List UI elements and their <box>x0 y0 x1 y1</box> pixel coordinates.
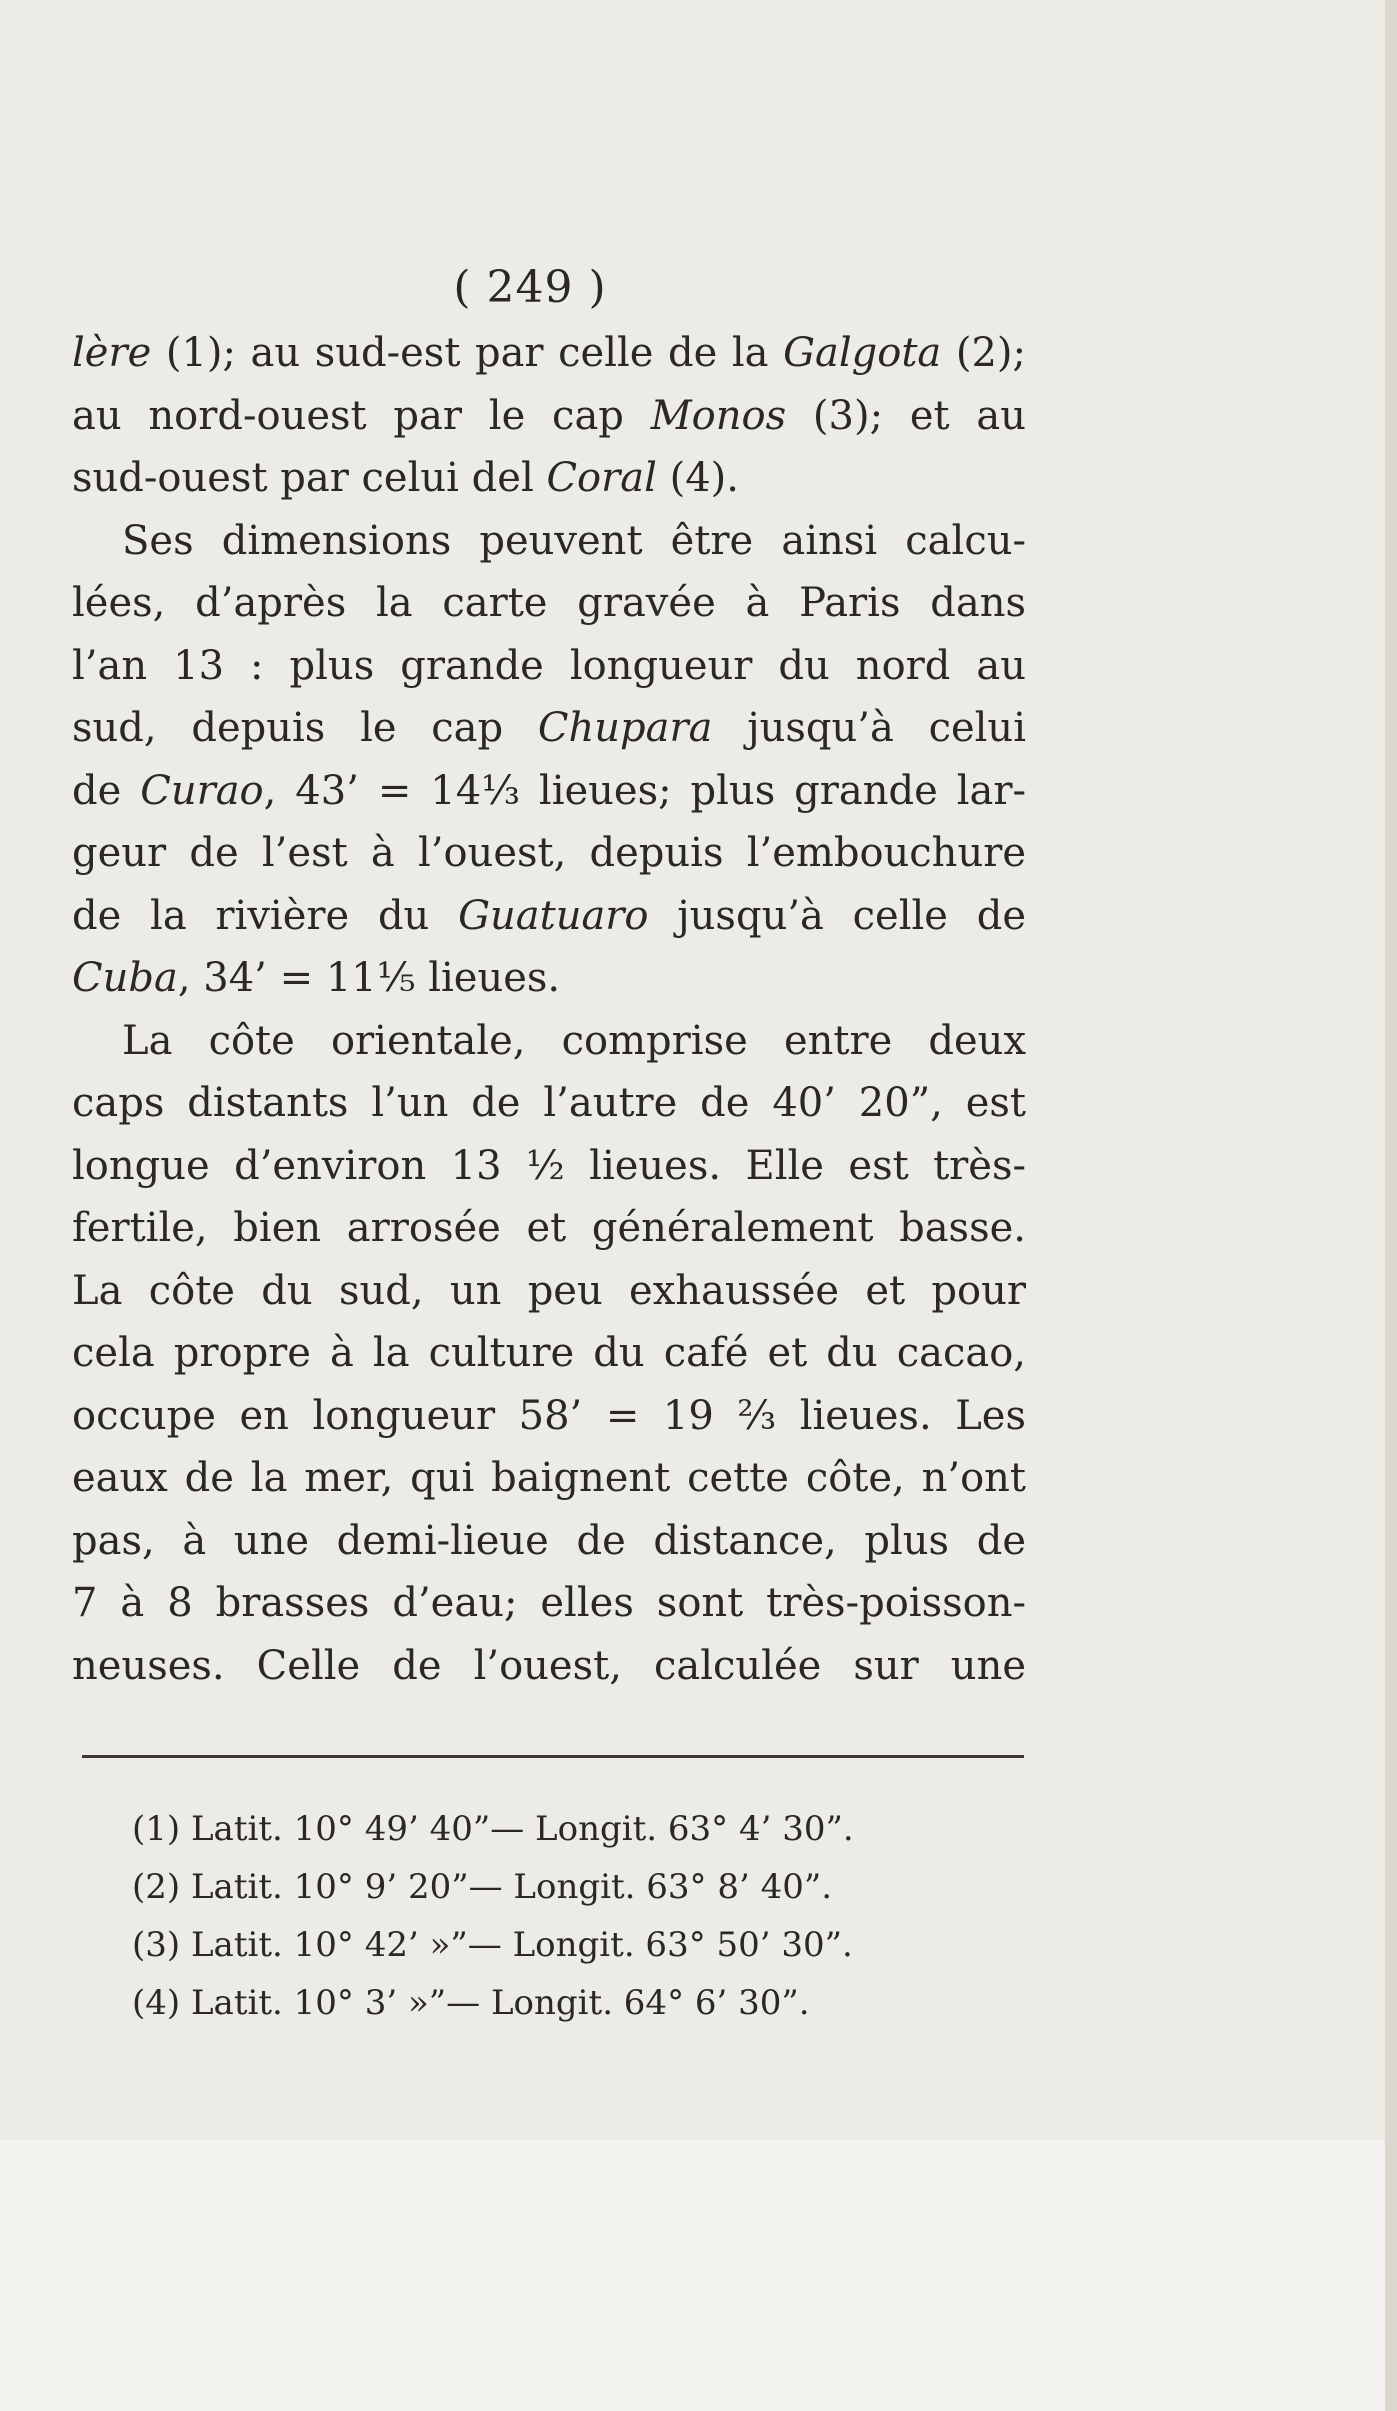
text-segment: geur de l’est à l’ouest, depuis l’embouchure <box>72 830 1026 876</box>
text-line <box>72 1510 1026 1573</box>
text-segment: au nord-ouest par le cap <box>72 392 651 439</box>
text-segment: pas, à une demi-lieue de distance, plus de <box>72 1517 1026 1564</box>
text-line <box>72 572 1026 635</box>
text-segment: Galgota <box>783 330 942 376</box>
text-line <box>72 385 1026 448</box>
text-segment: La côte du sud, un peu exhaussée et pour <box>72 1267 1026 1314</box>
text-line <box>72 1385 1026 1448</box>
footnote-4: (4) Latit. 10° 3’ »”— Longit. 64° 6’ 30”. <box>132 1983 810 2023</box>
footnote-1: (1) Latit. 10° 49’ 40”— Longit. 63° 4’ 30”. <box>132 1809 854 1849</box>
text-line <box>72 1447 1026 1510</box>
text-segment: Guatuaro <box>458 892 649 939</box>
page-edge <box>1385 0 1397 2411</box>
text-line <box>72 1010 1026 1073</box>
text-segment: (2); <box>941 330 1026 376</box>
text-line <box>72 697 1026 760</box>
text-line <box>72 1572 1026 1635</box>
text-line <box>72 822 1026 885</box>
text-segment: de la rivière du <box>72 892 459 939</box>
text-line <box>72 1197 1026 1260</box>
text-segment: sud-ouest par celui del <box>72 455 547 501</box>
text-segment: Curao <box>140 767 264 814</box>
text-segment: caps distants l’un de l’autre de 40’ 20”, est <box>72 1080 1026 1126</box>
text-segment: Cuba <box>72 955 178 1001</box>
text-line <box>72 947 1026 1010</box>
text-segment: , 34’ = 11⅕ lieues. <box>177 955 561 1001</box>
text-segment: 7 à 8 brasses d’eau; elles sont très-poisson- <box>72 1580 1026 1626</box>
footnote-2: (2) Latit. 10° 9’ 20”— Longit. 63° 8’ 40”. <box>132 1867 833 1907</box>
text-line <box>72 1135 1026 1198</box>
text-line <box>72 1322 1026 1385</box>
text-segment: jusqu’à celle de <box>648 892 1026 939</box>
text-segment: de <box>72 767 141 814</box>
text-segment: jusqu’à celui <box>712 705 1026 751</box>
footnote-3: (3) Latit. 10° 42’ »”— Longit. 63° 50’ 30”. <box>132 1925 853 1965</box>
footnote-rule <box>82 1755 1024 1758</box>
page-bottom-area <box>0 2140 1385 2411</box>
text-segment: l’an 13 : plus grande longueur du nord au <box>72 642 1026 689</box>
text-segment: Monos <box>650 392 787 439</box>
text-segment: occupe en longueur 58’ = 19 ⅔ lieues. Les <box>72 1392 1026 1439</box>
footnotes <box>132 1800 1032 2032</box>
text-segment: neuses. Celle de l’ouest, calculée sur une <box>72 1642 1026 1689</box>
text-segment: cela propre à la culture du café et du cacao, <box>72 1330 1026 1376</box>
text-line <box>72 635 1026 698</box>
text-segment: eaux de la mer, qui baignent cette côte, n’ont <box>72 1455 1026 1501</box>
text-segment: (3); et au <box>786 392 1026 439</box>
text-line <box>72 1072 1026 1135</box>
text-segment: longue d’environ 13 ½ lieues. Elle est très- <box>72 1142 1026 1189</box>
text-line <box>72 447 1026 510</box>
text-line <box>72 322 1026 385</box>
text-line <box>72 760 1026 823</box>
text-segment: , 43’ = 14⅓ lieues; plus grande lar- <box>263 767 1026 814</box>
text-line <box>72 510 1026 573</box>
page-number: ( 249 ) <box>453 262 607 313</box>
text-segment: sud, depuis le cap <box>72 705 538 751</box>
text-segment: Chupara <box>537 705 713 751</box>
text-segment: (1); au sud-est par celle de la <box>151 330 784 376</box>
text-segment: Coral <box>546 455 657 501</box>
text-segment: fertile, bien arrosée et généralement basse. <box>72 1205 1026 1251</box>
text-line <box>72 1260 1026 1323</box>
text-segment: (4). <box>656 455 739 501</box>
text-line <box>72 885 1026 948</box>
text-segment: lère <box>72 330 152 376</box>
text-segment: Ses dimensions peuvent être ainsi calcu- <box>122 517 1026 564</box>
text-segment: lées, d’après la carte gravée à Paris dans <box>72 580 1026 626</box>
text-segment: La côte orientale, comprise entre deux <box>122 1017 1026 1064</box>
text-line <box>72 1635 1026 1698</box>
body-text <box>72 322 1026 1697</box>
